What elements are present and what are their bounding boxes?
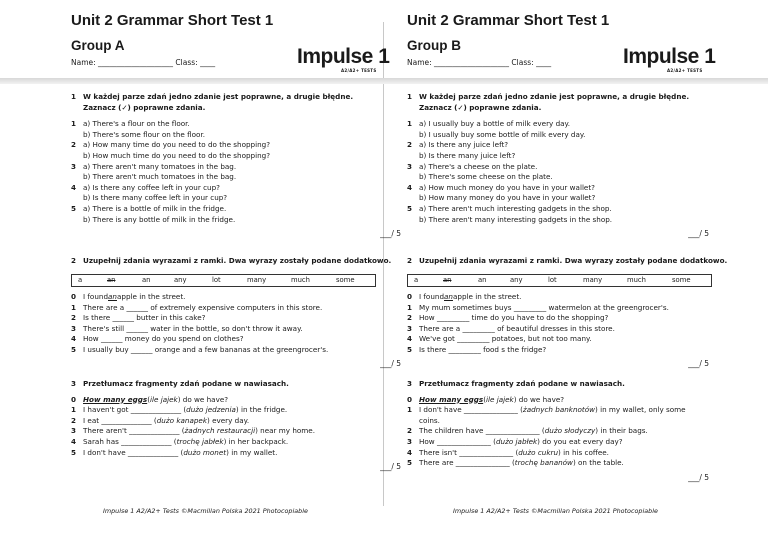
list-item: 2 The children have _______________ ( dużo słodyczy ) in their bags.	[407, 426, 648, 436]
page-footer: Impulse 1 A2/A2+ Tests ©Macmillan Polska 2021 Photocopiable	[453, 507, 658, 515]
word-box	[407, 274, 712, 287]
test-title: Unit 2 Grammar Short Test 1	[71, 12, 274, 29]
list-item: b) There aren't much tomatoes in the bag.	[83, 172, 237, 182]
list-item: b) Is there many coffee left in your cup?	[83, 193, 228, 203]
section-2: 2 Uzupełnij zdania wyrazami z ramki. Dwa wyrazy zostały podane dodatkowo.	[71, 256, 392, 265]
list-item: 5 I don't have ______________ ( dużo monet ) in my wallet.	[71, 447, 278, 457]
list-item: 3 There are a _________ of beautiful dresses in this store.	[407, 323, 615, 333]
list-item: 3 There aren't ______________ ( żadnych restauracji ) near my home.	[71, 426, 315, 436]
list-item: 2 How _________ time do you have to do the shopping?	[407, 313, 609, 323]
example-item: 0 How many eggs ( ile jajek ) do we have?	[407, 394, 565, 404]
word-box-item: a	[78, 276, 83, 284]
list-item: 1 I haven't got ______________ ( dużo jedzenia ) in the fridge.	[71, 405, 288, 415]
list-item: b) How many money do you have in your wallet?	[419, 193, 596, 203]
list-item: 3 How _______________ ( dużo jabłek ) do you eat every day?	[407, 436, 623, 446]
word-box-item: an	[107, 276, 116, 284]
logo-subtitle: A2/A2+ TESTS	[667, 68, 703, 73]
score-box: ___/ 5	[380, 229, 401, 238]
section-3: 3 Przetłumacz fragmenty zdań podane w nawiasach. 0 How many eggs ( ile jajek ) do we have? 1 I don't have _______________ ( żadnych banknotów ) in my wallet, only some coins. 2 The children have _______________ ( dużo słodyczy ) in their bags. 3 How _______________ ( dużo jabłek ) do you eat every day? 4 There isn't _______________ ( dużo cukru ) in his coffee. 5 There are _______________ ( trochę bananów ) on the table.	[407, 379, 712, 469]
list-item: b) There's some cheese on the plate.	[419, 172, 553, 182]
list-item: 5 a) There is a bottle of milk in the fridge.	[71, 203, 227, 213]
word-box	[71, 274, 376, 287]
section-instruction-2: Zaznacz (✓) poprawne zdania.	[83, 102, 206, 112]
list-item: 4 a) How much money do you have in your wallet?	[407, 182, 595, 192]
list-item: 5 I usually buy ______ orange and a few bananas at the greengrocer's.	[71, 344, 329, 354]
score-box: ___/ 5	[688, 473, 709, 482]
section-instruction-2: Zaznacz (✓) poprawne zdania.	[419, 102, 542, 112]
score-box: ___/ 5	[688, 359, 709, 368]
word-box-item: any	[174, 276, 187, 284]
word-box-item: lot	[212, 276, 221, 284]
list-item: 3 a) There aren't many tomatoes in the bag.	[71, 161, 237, 171]
name-class-line: Name: ____________________ Class: ____	[407, 58, 552, 67]
word-box-item: lot	[548, 276, 557, 284]
score-box: ___/ 5	[688, 229, 709, 238]
word-box-item: many	[583, 276, 603, 284]
word-box-item: an	[443, 276, 452, 284]
section-instruction: Przetłumacz fragmenty zdań podane w nawiasach.	[83, 379, 289, 388]
group-label: Group B	[407, 38, 461, 53]
list-item: 3 a) There's a cheese on the plate.	[407, 161, 538, 171]
section-2-items	[407, 292, 712, 356]
list-item: b) There aren't many interesting gadgets in the shop.	[419, 214, 613, 224]
example-item: 0 I found an apple in the street.	[71, 292, 186, 301]
score-box: ___/ 5	[380, 462, 401, 471]
word-box-item: some	[672, 276, 691, 284]
list-item: b) There's some flour on the floor.	[83, 129, 206, 139]
list-item: 2 I eat ______________ ( dużo kanapek ) every day.	[71, 415, 250, 425]
section-instruction: W każdej parze zdań jedno zdanie jest poprawne, a drugie błędne.	[83, 92, 354, 101]
list-item: 1 There are a ______ of extremely expensive computers in this store.	[71, 302, 323, 312]
list-item: 1 I don't have _______________ ( żadnych banknotów ) in my wallet, only some	[407, 405, 686, 415]
list-item: b) How much time do you need to do the shopping?	[83, 150, 271, 160]
section-instruction: Uzupełnij zdania wyrazami z ramki. Dwa wyrazy zostały podane dodatkowo.	[83, 256, 392, 265]
impulse-logo: Impulse 1	[623, 45, 716, 68]
word-box-item: many	[247, 276, 267, 284]
word-box-item: a	[414, 276, 419, 284]
list-item: 4 Sarah has ______________ ( trochę jabłek ) in her backpack.	[71, 436, 289, 446]
section-instruction: W każdej parze zdań jedno zdanie jest poprawne, a drugie błędne.	[419, 92, 690, 101]
word-box-item: some	[336, 276, 355, 284]
section-2: 2 Uzupełnij zdania wyrazami z ramki. Dwa wyrazy zostały podane dodatkowo.	[407, 256, 728, 265]
word-box-item: much	[627, 276, 646, 284]
impulse-logo: Impulse 1	[297, 45, 390, 68]
score-box: ___/ 5	[380, 359, 401, 368]
group-label: Group A	[71, 38, 125, 53]
section-2-items	[71, 292, 376, 356]
section-instruction: Uzupełnij zdania wyrazami z ramki. Dwa wyrazy zostały podane dodatkowo.	[419, 256, 728, 265]
list-item: 4 How ______ money do you spend on clothes?	[71, 334, 244, 344]
section-number: 1	[71, 92, 77, 101]
example-item: 0 How many eggs ( ile jajek ) do we have?	[71, 394, 229, 404]
section-1: 1 W każdej parze zdań jedno zdanie jest poprawne, a drugie błędne. Zaznacz (✓) poprawne zdania. 1 a) I usually buy a bottle of milk every day. b) I usually buy some bottle of milk every day. 2 a) Is there any juice left? b) Is there many juice left? 3 a) There's a cheese on the plate. b) There's some cheese on the plate. 4 a) How much money do you have in your wallet? b) How many money do you have in your wallet? 5 a) There aren't much interesting gadgets in the shop. b) There aren't many interesting gadgets in the shop.	[407, 92, 712, 225]
word-box-item: much	[291, 276, 310, 284]
header-band	[0, 78, 768, 84]
list-item: b) I usually buy some bottle of milk every day.	[419, 129, 586, 139]
logo-subtitle: A2/A2+ TESTS	[341, 68, 377, 73]
section-3: 3 Przetłumacz fragmenty zdań podane w nawiasach. 0 How many eggs ( ile jajek ) do we have? 1 I haven't got ______________ ( dużo jedzenia ) in the fridge. 2 I eat ______________ ( dużo kanapek ) every day. 3 There aren't ______________ ( żadnych restauracji ) near my home. 4 Sarah has ______________ ( trochę jabłek ) in her backpack. 5 I don't have ______________ ( dużo monet ) in my wallet.	[71, 379, 376, 458]
list-item: 5 Is there _________ food s the fridge?	[407, 344, 547, 354]
section-instruction: Przetłumacz fragmenty zdań podane w nawiasach.	[419, 379, 625, 388]
list-item: 5 There are _______________ ( trochę bananów ) on the table.	[407, 458, 624, 468]
list-item: b) Is there many juice left?	[419, 150, 516, 160]
list-item: 2 a) Is there any juice left?	[407, 140, 509, 150]
page-footer: Impulse 1 A2/A2+ Tests ©Macmillan Polska 2021 Photocopiable	[103, 507, 308, 515]
word-box-item: an	[478, 276, 487, 284]
list-item: 4 We've got _________ potatoes, but not too many.	[407, 334, 592, 344]
word-box-item: an	[142, 276, 151, 284]
list-item-continuation: coins.	[419, 415, 440, 425]
list-item: 1 a) I usually buy a bottle of milk every day.	[407, 119, 571, 129]
list-item: 1 My mum sometimes buys _________ watermelon at the greengrocer's.	[407, 302, 669, 312]
example-item: 0 I found an apple in the street.	[407, 292, 522, 301]
list-item: 4 There isn't _______________ ( dużo cukru ) in his coffee.	[407, 447, 609, 457]
word-box-item: any	[510, 276, 523, 284]
list-item: 2 Is there ______ butter in this cake?	[71, 313, 206, 323]
list-item: b) There is any bottle of milk in the fridge.	[83, 214, 236, 224]
list-item: 3 There's still ______ water in the bottle, so don't throw it away.	[71, 323, 303, 333]
name-class-line: Name: ____________________ Class: ____	[71, 58, 216, 67]
list-item: 4 a) Is there any coffee left in your cup?	[71, 182, 220, 192]
test-title: Unit 2 Grammar Short Test 1	[407, 12, 610, 29]
section-1	[71, 92, 376, 225]
list-item: 1 a) There's a flour on the floor.	[71, 119, 190, 129]
list-item: 5 a) There aren't much interesting gadgets in the shop.	[407, 203, 612, 213]
list-item: 2 a) How many time do you need to do the shopping?	[71, 140, 271, 150]
